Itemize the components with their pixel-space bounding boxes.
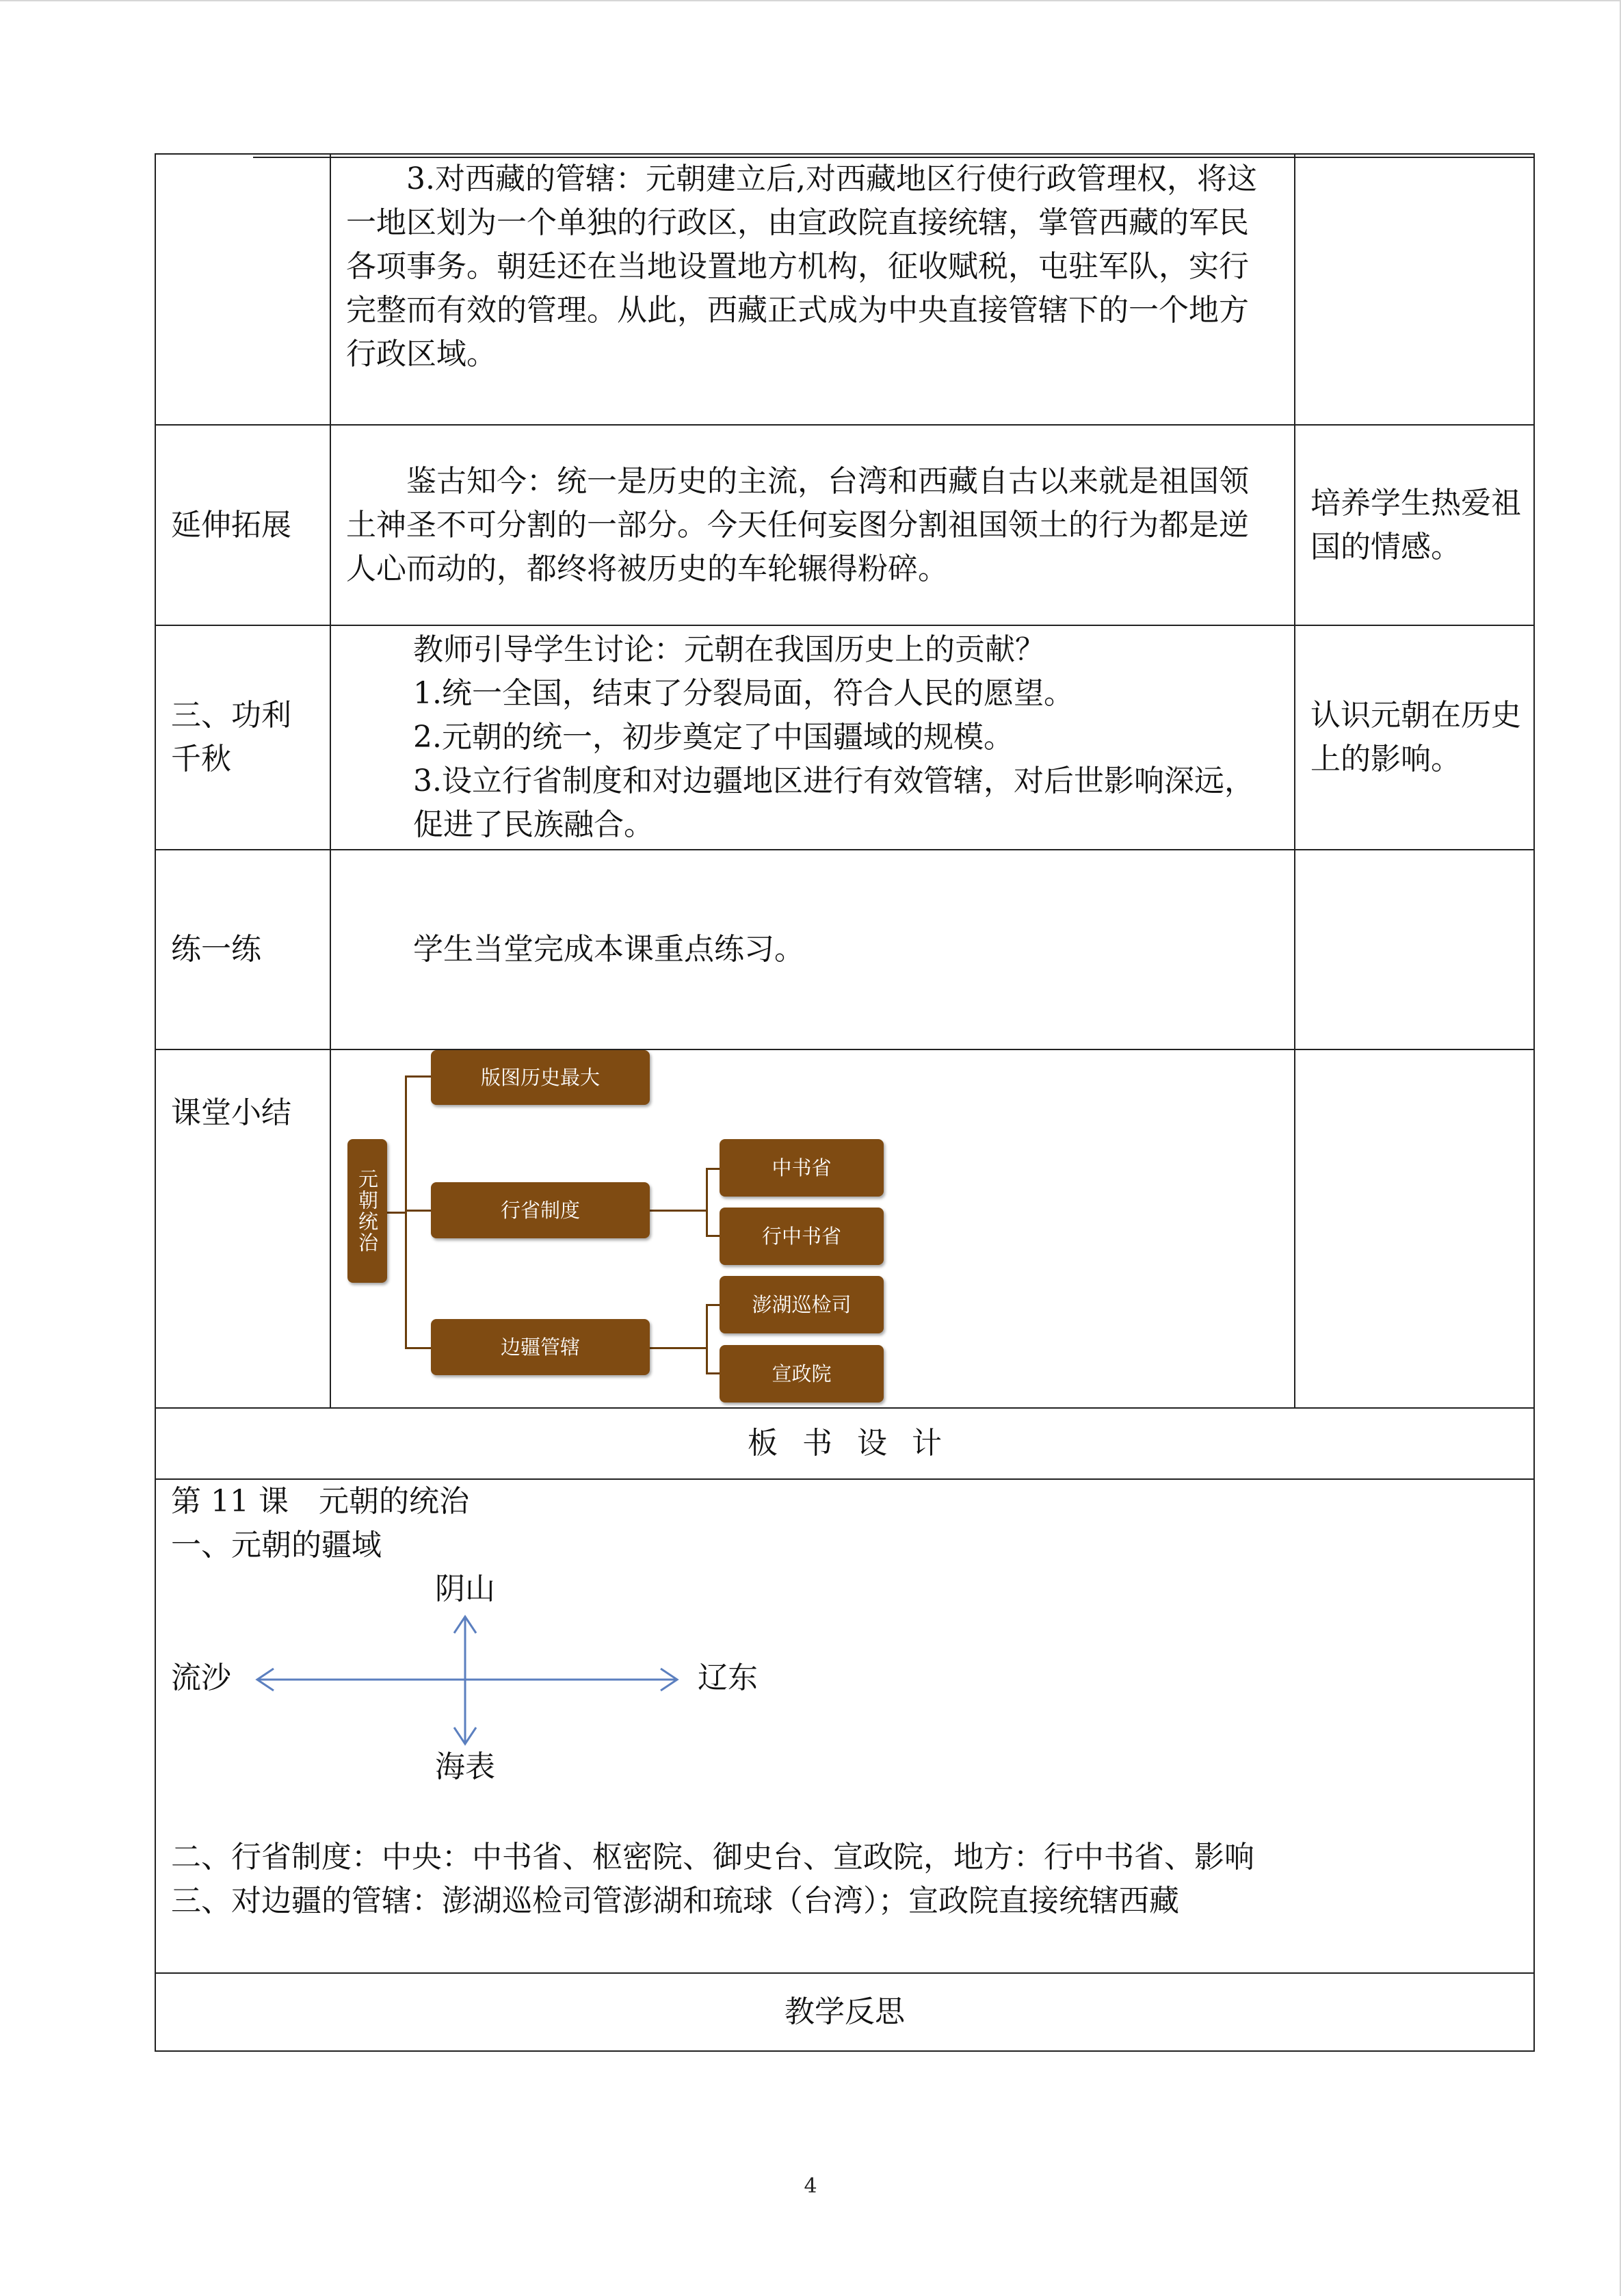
mindmap-branch-3 [431, 1319, 650, 1375]
mindmap-leaf-3b-label: 宣政院 [772, 1362, 832, 1385]
row-merit [155, 625, 1534, 850]
mindmap-leaf-2a [720, 1139, 884, 1197]
row-tibet-label [155, 154, 330, 425]
row-practice-content [330, 850, 1295, 1049]
mindmap-leaf-link-3a [706, 1304, 720, 1306]
row-extend-note: 培养学生热爱祖国的情感。 [1295, 425, 1534, 625]
compass-south: 海表 [435, 1749, 495, 1784]
board-lesson-title: 第 11 课 元朝的统治 [171, 1484, 469, 1519]
mindmap-leaf-3b [720, 1345, 884, 1403]
row-board-content [155, 1479, 1534, 1973]
row-tibet-content [330, 154, 1295, 425]
board-section-3: 三、对边疆的管辖：澎湖巡检司管澎湖和琉球（台湾）；宣政院直接统辖西藏 [171, 1883, 1179, 1918]
row-extend-label: 延伸拓展 [155, 425, 330, 625]
mindmap-leaf-2b-label: 行中书省 [761, 1225, 841, 1248]
row-board-heading [155, 1408, 1534, 1479]
row-practice [155, 850, 1534, 1049]
row-practice-note [1295, 850, 1534, 1049]
row-summary-note [1295, 1049, 1534, 1408]
row-extend [155, 425, 1534, 625]
compass-north: 阴山 [435, 1571, 495, 1606]
row-tibet-note [1295, 154, 1534, 425]
mindmap-branch-3-label: 边疆管辖 [500, 1335, 580, 1359]
row-summary-content [330, 1049, 1295, 1408]
summary-mindmap [331, 1050, 1295, 1407]
mindmap-branch-1-label: 版图历史最大 [480, 1066, 600, 1089]
practice-text: 学生当堂完成本课重点练习。 [413, 932, 804, 967]
page-number: 4 [804, 2174, 817, 2198]
mindmap-root-label: 元朝统治 [356, 1169, 379, 1253]
mindmap-root-link [387, 1212, 406, 1214]
row-reflection [155, 1973, 1534, 2051]
mindmap-branch-link-3 [405, 1347, 431, 1349]
mindmap-leaf-link-3b [706, 1372, 720, 1374]
row-practice-label: 练一练 [155, 850, 330, 1049]
mindmap-branch-2 [431, 1182, 650, 1238]
mindmap-sub-link-2 [650, 1210, 695, 1212]
board-section-2: 二、行省制度：中央：中书省、枢密院、御史台、宣政院，地方：行中书省、影响 [171, 1840, 1254, 1875]
compass-east: 辽东 [698, 1660, 758, 1695]
board-section-1: 一、元朝的疆域 [171, 1528, 382, 1563]
mindmap-leaf-link-2b [706, 1235, 720, 1237]
mindmap-branch-link-2 [405, 1210, 431, 1212]
mindmap-root-node [347, 1139, 387, 1283]
merit-line-2: 2.元朝的统一，初步奠定了中国疆域的规模。 [413, 720, 1014, 755]
row-summary [155, 1049, 1534, 1408]
page-edge-top [0, 0, 1621, 1]
merit-line-3: 3.设立行省制度和对边疆地区进行有效管辖，对后世影响深远，促进了民族融合。 [413, 764, 1254, 842]
reflection-heading: 教学反思 [155, 1973, 1534, 2051]
extend-paragraph: 鉴古知今：统一是历史的主流，台湾和西藏自古以来就是祖国领土神圣不可分割的一部分。今天任何妄图分割祖国领土的行为都是逆人心而动的，都终将被历史的车轮辗得粉碎。 [346, 463, 1249, 586]
mindmap-leaf-link-2a [706, 1168, 720, 1170]
board-design-area [156, 1480, 1533, 1972]
compass-west: 流沙 [171, 1660, 231, 1695]
mindmap-branch-1 [431, 1050, 650, 1105]
lesson-plan-table [155, 153, 1535, 2052]
mindmap-branch-link-1 [405, 1075, 431, 1078]
mindmap-leaf-3a [720, 1276, 884, 1333]
row-summary-label: 课堂小结 [155, 1049, 330, 1408]
mindmap-sub-spine-2 [706, 1168, 708, 1236]
compass-arrow-group [257, 1617, 677, 1744]
row-tibet [155, 154, 1534, 425]
tibet-paragraph: 3.对西藏的管辖：元朝建立后,对西藏地区行使行政管理权，将这一地区划为一个单独的行政区，由宣政院直接统辖，掌管西藏的军民各项事务。朝廷还在当地设置地方机构，征收赋税，屯驻军队，实行完整而有效的管理。从此，西藏正式成为中央直接管辖下的一个地方行政区域。 [346, 161, 1257, 371]
board-content [155, 1479, 1534, 1973]
merit-line-1: 1.统一全国，结束了分裂局面，符合人民的愿望。 [413, 676, 1074, 711]
board-heading: 板书设计 [155, 1408, 1534, 1479]
mindmap-leaf-2b [720, 1208, 884, 1265]
row-extend-content [330, 425, 1295, 625]
row-merit-content [330, 625, 1295, 850]
row-merit-note: 认识元朝在历史上的影响。 [1295, 625, 1534, 850]
mindmap-leaf-2a-label: 中书省 [772, 1156, 832, 1179]
merit-line-intro: 教师引导学生讨论：元朝在我国历史上的贡献？ [413, 632, 1045, 667]
row-merit-label: 三、功利千秋 [155, 625, 330, 850]
mindmap-sub-spine-3 [706, 1304, 708, 1374]
mindmap-branch-2-label: 行省制度 [500, 1199, 580, 1222]
mindmap-sub-link-3 [650, 1347, 707, 1349]
mindmap-leaf-3a-label: 澎湖巡检司 [752, 1293, 852, 1316]
